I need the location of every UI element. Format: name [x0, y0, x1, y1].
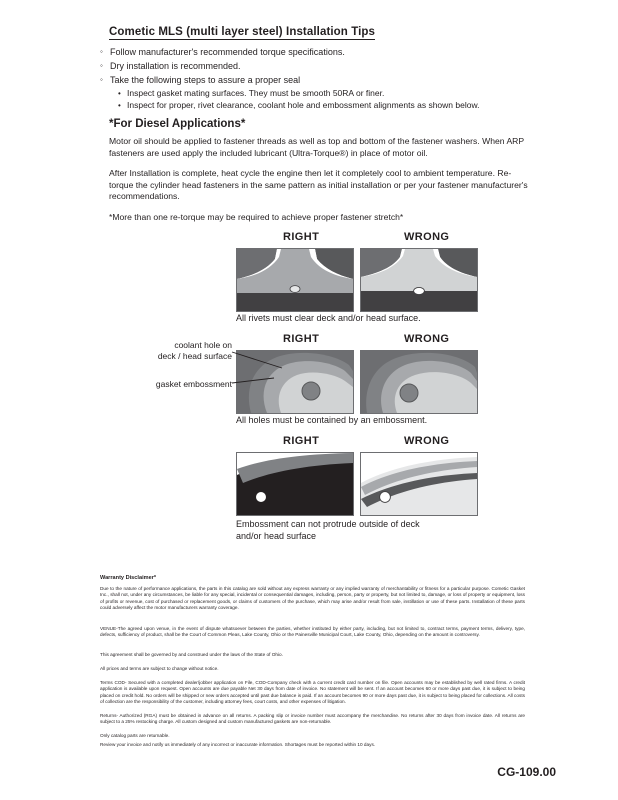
tip-text: Dry installation is recommended. — [110, 61, 241, 71]
figure1-right-label: RIGHT — [283, 231, 320, 243]
page-title — [109, 26, 375, 38]
figure3-wrong-panel — [360, 452, 478, 516]
circle-bullet-icon: ◦ — [100, 47, 103, 56]
circle-bullet-icon: ◦ — [100, 61, 103, 70]
figure2-leader-lines — [230, 344, 290, 394]
annotation-line-2: deck / head surface — [157, 351, 232, 361]
figure2-annotation-coolant-hole — [128, 340, 232, 362]
dot-bullet-icon: • — [118, 101, 121, 110]
page-title-text: Cometic MLS (multi layer steel) Installation Tips — [109, 26, 376, 38]
figure2-right-label: RIGHT — [283, 333, 320, 345]
diesel-paragraph-1: Motor oil should be applied to fastener threads as well as top and bottom of the fastener washers. When ARP fasteners are used apply the included lubricant (Ultra-Torque®) in place of motor oil. — [109, 136, 524, 158]
tip-text: Take the following steps to assure a proper seal — [110, 75, 301, 85]
figure3-right-panel — [236, 452, 354, 516]
document-number: CG-109.00 — [497, 765, 556, 779]
warranty-paragraph: VENUE-The agreed upon venue, in the event of dispute whatsoever between the parties, whether instituted by either party, including, but not limited to, contract terms, payment terms, delivery, type, defects, sufficiency of product, shall be the Court of Common Pleas, Lake County, Ohio or the Painesville Municipal Court, Lake County, Ohio, depending on the amount in controversy. — [100, 626, 525, 638]
subtip-text: Inspect for proper, rivet clearance, coolant hole and embossment alignments as shown below. — [127, 100, 480, 110]
warranty-paragraph: Returns- Authorized (RGA) must be obtained in advance on all returns. A packing slip or invoice number must accompany the merchandise. No returns after 30 days from invoice date. All returns are subject to a 25% restocking charge. All custom designed and custom manufactured gaskets are non-returnable. — [100, 713, 525, 725]
tip-text: Follow manufacturer's recommended torque specifications. — [110, 47, 345, 57]
list-item — [100, 74, 300, 86]
section-heading-diesel: *For Diesel Applications* — [109, 118, 246, 130]
figure3-caption-line-2: and/or head surface — [236, 530, 317, 541]
diesel-paragraph-2: After Installation is complete, heat cycle the engine then let it completely cool to ambient temperature. Re-torque the cylinder head fasteners in the same pattern as initial installation or per your fastener manufacturer's recommendations. — [109, 168, 528, 202]
warranty-paragraph: Due to the nature of performance applications, the parts in this catalog are sold without any express warranty or any implied warranty of merchantability or fitness for a particular purpose. Cometic Gasket Inc., shall not, under any circumstances, be liable for any special, incidental or consequential damages, including, person, party or property, but not limited to, damage, or loss of property or equipment, loss of profits or revenue, cost of purchased or replacement goods, or claims of customers of the purchase, which may arise and/or result from sale, instillation or use of these parts. Installation of these parts could adversely affect the motor manufacturers warranty coverage. — [100, 586, 525, 611]
list-item — [118, 100, 479, 111]
figure3-caption — [236, 519, 420, 542]
figure2-wrong-label: WRONG — [404, 333, 450, 345]
dot-bullet-icon: • — [118, 89, 121, 98]
figure1-wrong-label: WRONG — [404, 231, 450, 243]
subtip-text: Inspect gasket mating surfaces. They must be smooth 50RA or finer. — [127, 88, 385, 98]
warranty-heading: Warranty Disclaimer* — [100, 575, 157, 581]
figure3-wrong-label: WRONG — [404, 435, 450, 447]
figure1-right-panel — [236, 248, 354, 312]
warranty-paragraph: Only catalog parts are returnable. — [100, 733, 170, 738]
warranty-paragraph: Review your invoice and notify us immediately of any incorrect or inaccurate information. Shortages must be reported within 10 days. — [100, 742, 376, 747]
annotation-line-1: coolant hole on — [174, 340, 232, 350]
list-item — [118, 88, 384, 99]
warranty-paragraph: This agreement shall be governed by and construed under the laws of the State of Ohio. — [100, 652, 283, 657]
figure2-caption: All holes must be contained by an embossment. — [236, 415, 428, 425]
warranty-paragraph: Terms COD- Secured with a completed dealer/jobber application on File, COD-Company check with a current credit card number on file. Open accounts may be established by well rated firms. A credit application is available upon request. Open accounts are due payable Net 30 days from date of invoice. No statement will be sent. If an account becomes 60 or more days past due, it is subject to being placed on credit hold. No orders will be shipped or new orders accepted until past due balance is paid. If an account becomes 90 or more days past due, it is subject to being placed for collections. All costs of collection are the responsibility of the customer, including attorney fees, court costs, and other expenses of litigation. — [100, 680, 525, 705]
figure2-annotation-embossment: gasket embossment — [155, 379, 232, 389]
figure2-wrong-panel — [360, 350, 478, 414]
figure1-wrong-panel — [360, 248, 478, 312]
circle-bullet-icon: ◦ — [100, 75, 103, 84]
list-item — [100, 60, 241, 72]
list-item — [100, 46, 345, 58]
warranty-paragraph: All prices and terms are subject to change without notice. — [100, 666, 219, 671]
figure3-caption-line-1: Embossment can not protrude outside of deck — [236, 519, 420, 529]
diesel-paragraph-3: *More than one re-torque may be required to achieve proper fastener stretch* — [109, 212, 404, 222]
figure3-right-label: RIGHT — [283, 435, 320, 447]
figure1-caption: All rivets must clear deck and/or head surface. — [236, 313, 421, 323]
